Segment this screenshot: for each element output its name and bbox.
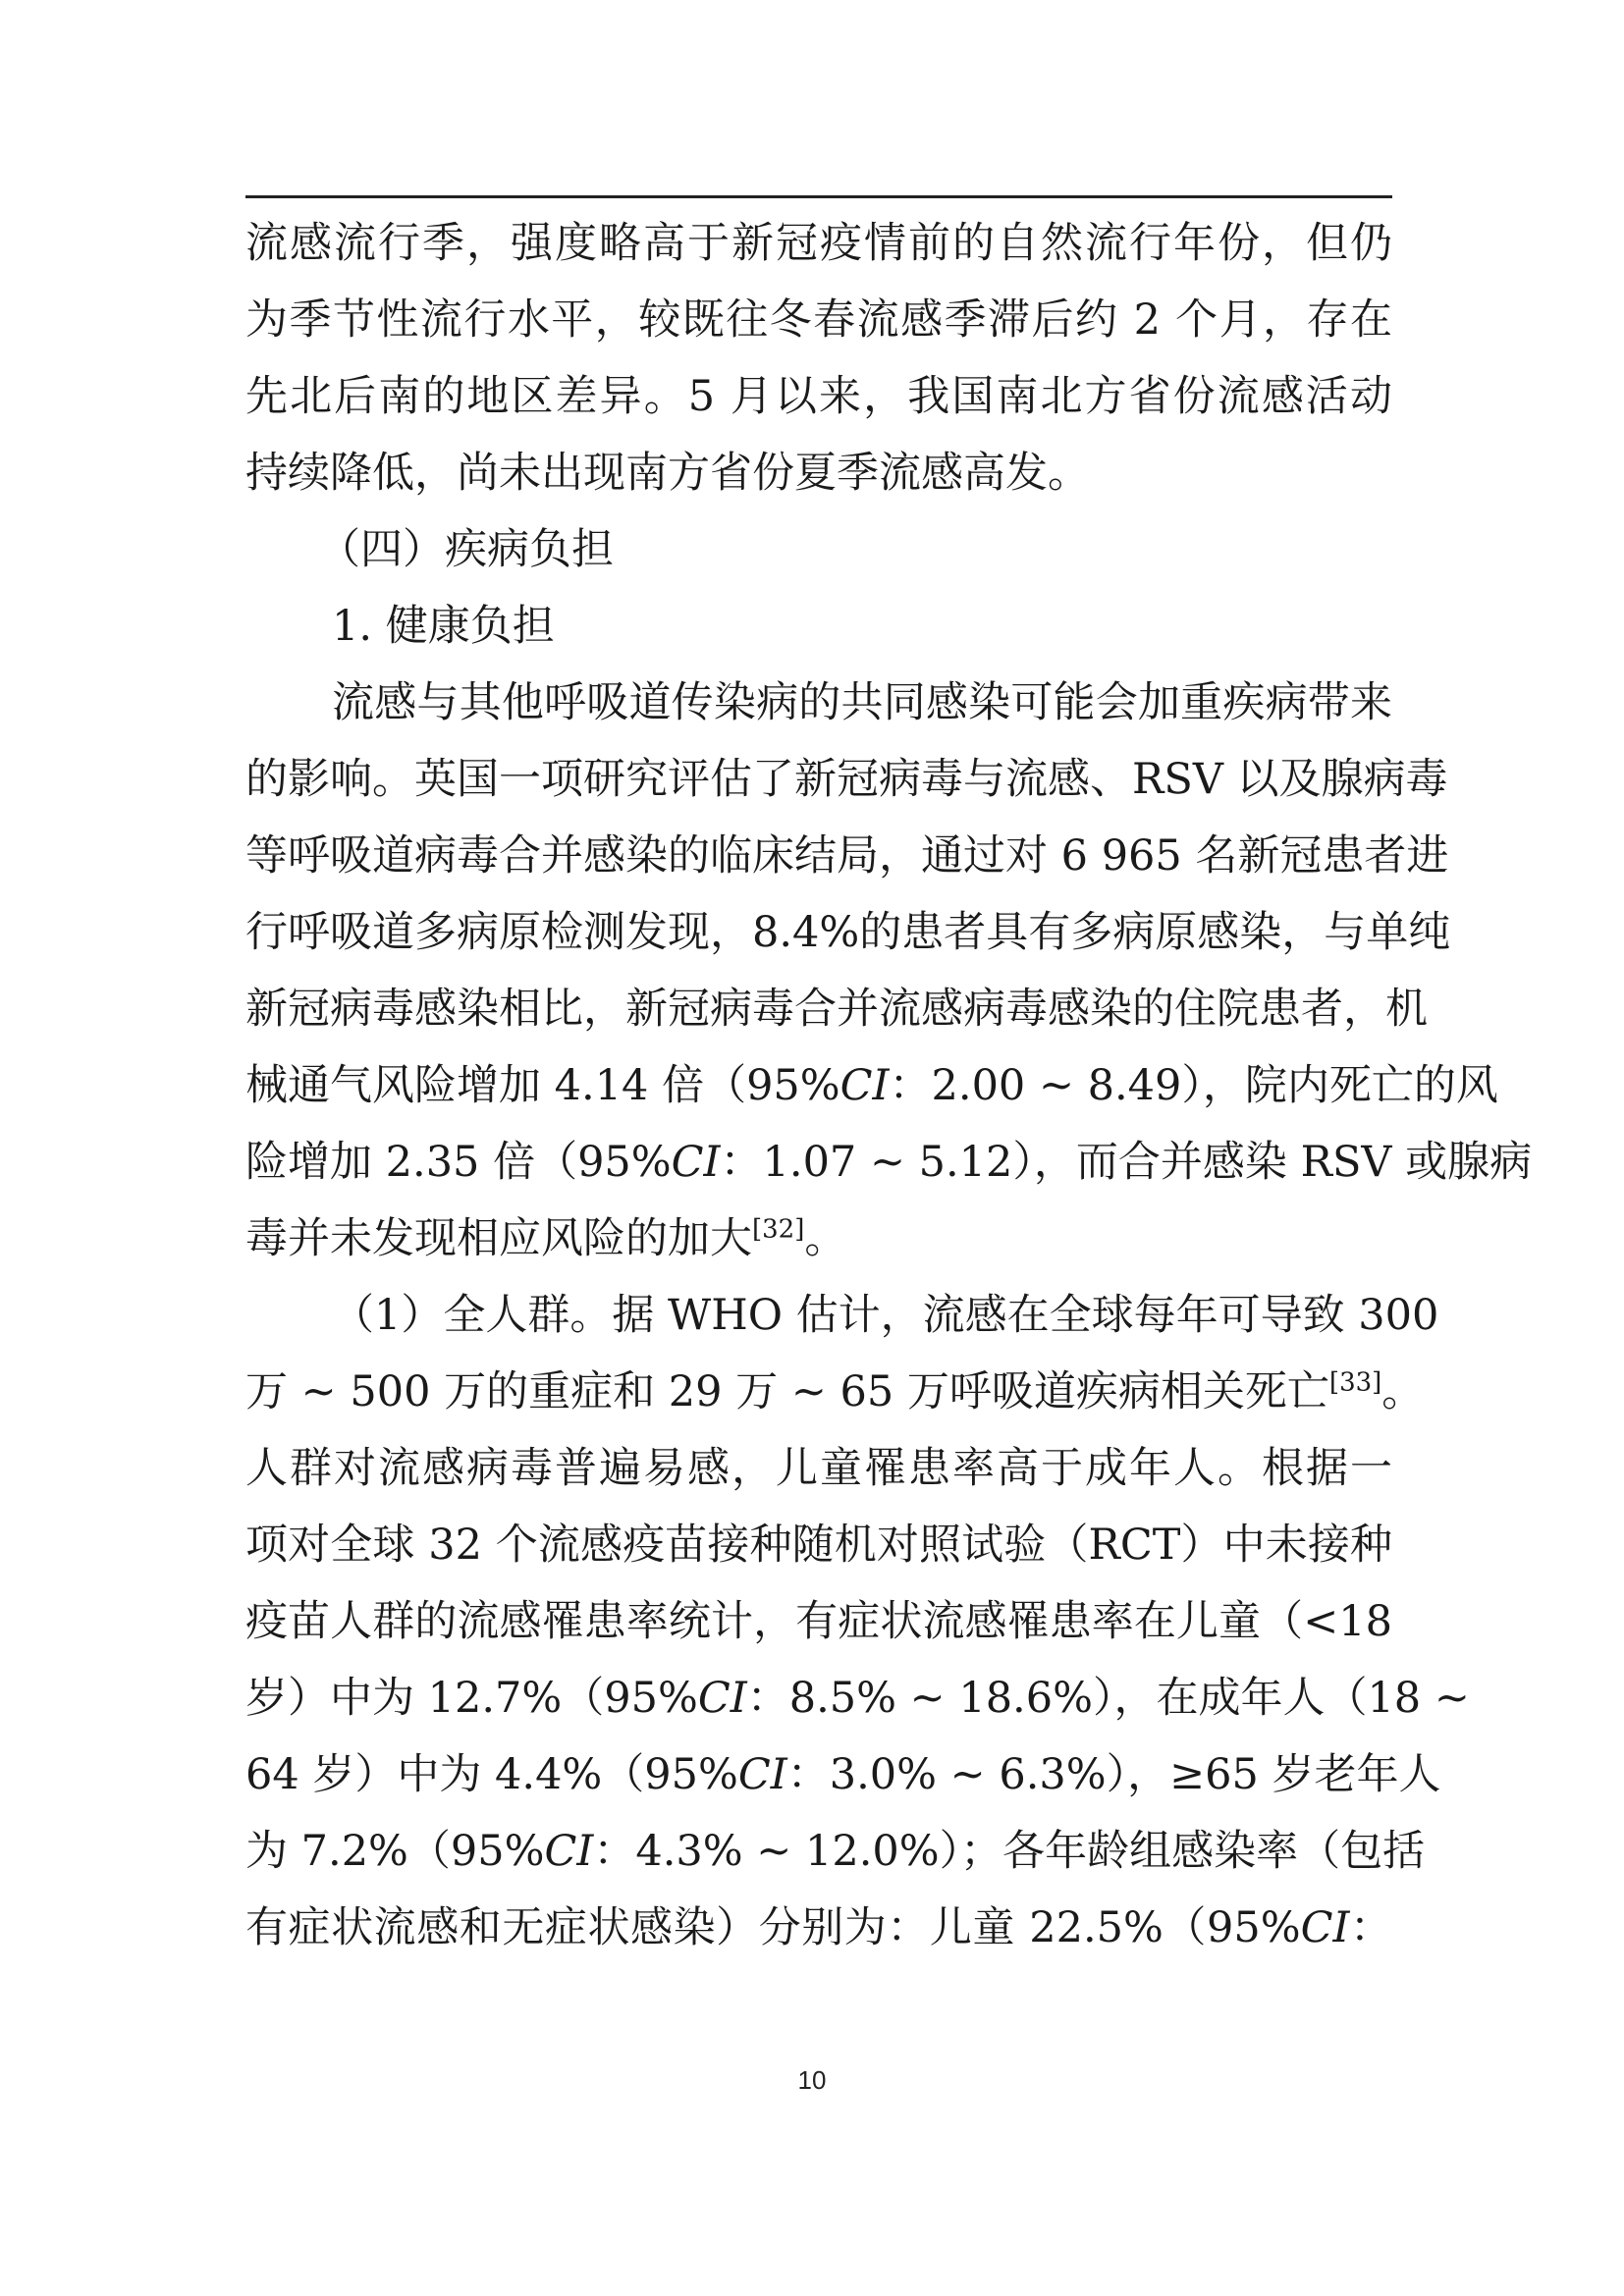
text-segment: 毒并未发现相应风险的加大	[245, 1214, 752, 1263]
text-line: 流感流行季，强度略高于新冠疫情前的自然流行年份，但仍	[245, 219, 1392, 268]
text-line: 人群对流感病毒普遍易感，儿童罹患率高于成年人。根据一	[245, 1444, 1392, 1493]
text-line: 先北后南的地区差异。5 月以来，我国南北方省份流感活动	[245, 372, 1392, 421]
text-line	[245, 1745, 1441, 1804]
text-line: 的影响。英国一项研究评估了新冠病毒与流感、RSV 以及腺病毒	[245, 755, 1448, 804]
text-segment: 岁）中为 12.7%（95%	[245, 1674, 698, 1723]
text-segment: ：1.07 ~ 5.12），而合并感染 RSV 或腺病	[720, 1138, 1533, 1187]
text-line: （1）全人群。据 WHO 估计，流感在全球每年可导致 300	[332, 1291, 1439, 1340]
text-segment: 有症状流感和无症状感染）分别为：儿童 22.5%（95%	[245, 1903, 1301, 1952]
ci-label: CI	[737, 1750, 787, 1799]
text-line	[245, 1209, 1392, 1268]
text-line: 新冠病毒感染相比，新冠病毒合并流感病毒感染的住院患者，机	[245, 985, 1428, 1034]
text-segment: 。	[1381, 1367, 1425, 1416]
text-segment: 64 岁）中为 4.4%（95%	[245, 1750, 738, 1799]
text-segment: ：3.0% ~ 6.3%），≥65 岁老年人	[786, 1750, 1441, 1799]
text-segment: 万 ~ 500 万的重症和 29 万 ~ 65 万呼吸道疾病相关死亡	[245, 1367, 1329, 1416]
text-line	[245, 1822, 1426, 1881]
ci-label: CI	[671, 1138, 721, 1187]
ci-label: CI	[839, 1061, 890, 1110]
text-line: 行呼吸道多病原检测发现，8.4%的患者具有多病原感染，与单纯	[245, 908, 1451, 957]
reference-citation: [33]	[1328, 1367, 1382, 1398]
ci-label: CI	[1300, 1903, 1350, 1952]
text-segment: ：	[1349, 1903, 1393, 1952]
text-line: 为季节性流行水平，较既往冬春流感季滞后约 2 个月，存在	[245, 295, 1392, 345]
text-line	[245, 1056, 1498, 1115]
ci-label: CI	[544, 1827, 594, 1876]
text-line	[245, 1362, 1425, 1421]
text-line: 项对全球 32 个流感疫苗接种随机对照试验（RCT）中未接种	[245, 1521, 1392, 1570]
text-line: 疫苗人群的流感罹患率统计，有症状流感罹患率在儿童（<18	[245, 1597, 1392, 1646]
subsection-heading: 1. 健康负担	[332, 602, 555, 651]
page-number: 10	[797, 2065, 827, 2095]
text-line	[245, 1669, 1470, 1728]
text-segment: ：8.5% ~ 18.6%），在成年人（18 ~	[746, 1674, 1470, 1723]
text-line: 持续降低，尚未出现南方省份夏季流感高发。	[245, 449, 1090, 498]
text-segment: 。	[804, 1214, 847, 1263]
header-rule	[245, 195, 1392, 198]
text-line: 流感与其他呼吸道传染病的共同感染可能会加重疾病带来	[332, 678, 1392, 727]
text-segment: ：4.3% ~ 12.0%）；各年龄组感染率（包括	[593, 1827, 1426, 1876]
text-line	[245, 1133, 1533, 1192]
text-line: 等呼吸道病毒合并感染的临床结局，通过对 6 965 名新冠患者进	[245, 831, 1449, 881]
text-segment: 险增加 2.35 倍（95%	[245, 1138, 672, 1187]
text-segment: ：2.00 ~ 8.49），院内死亡的风	[889, 1061, 1498, 1110]
text-segment: 为 7.2%（95%	[245, 1827, 545, 1876]
section-heading: （四）疾病负担	[318, 525, 614, 574]
ci-label: CI	[697, 1674, 747, 1723]
text-segment: 械通气风险增加 4.14 倍（95%	[245, 1061, 840, 1110]
text-line	[245, 1898, 1392, 1957]
reference-citation: [32]	[752, 1214, 805, 1245]
